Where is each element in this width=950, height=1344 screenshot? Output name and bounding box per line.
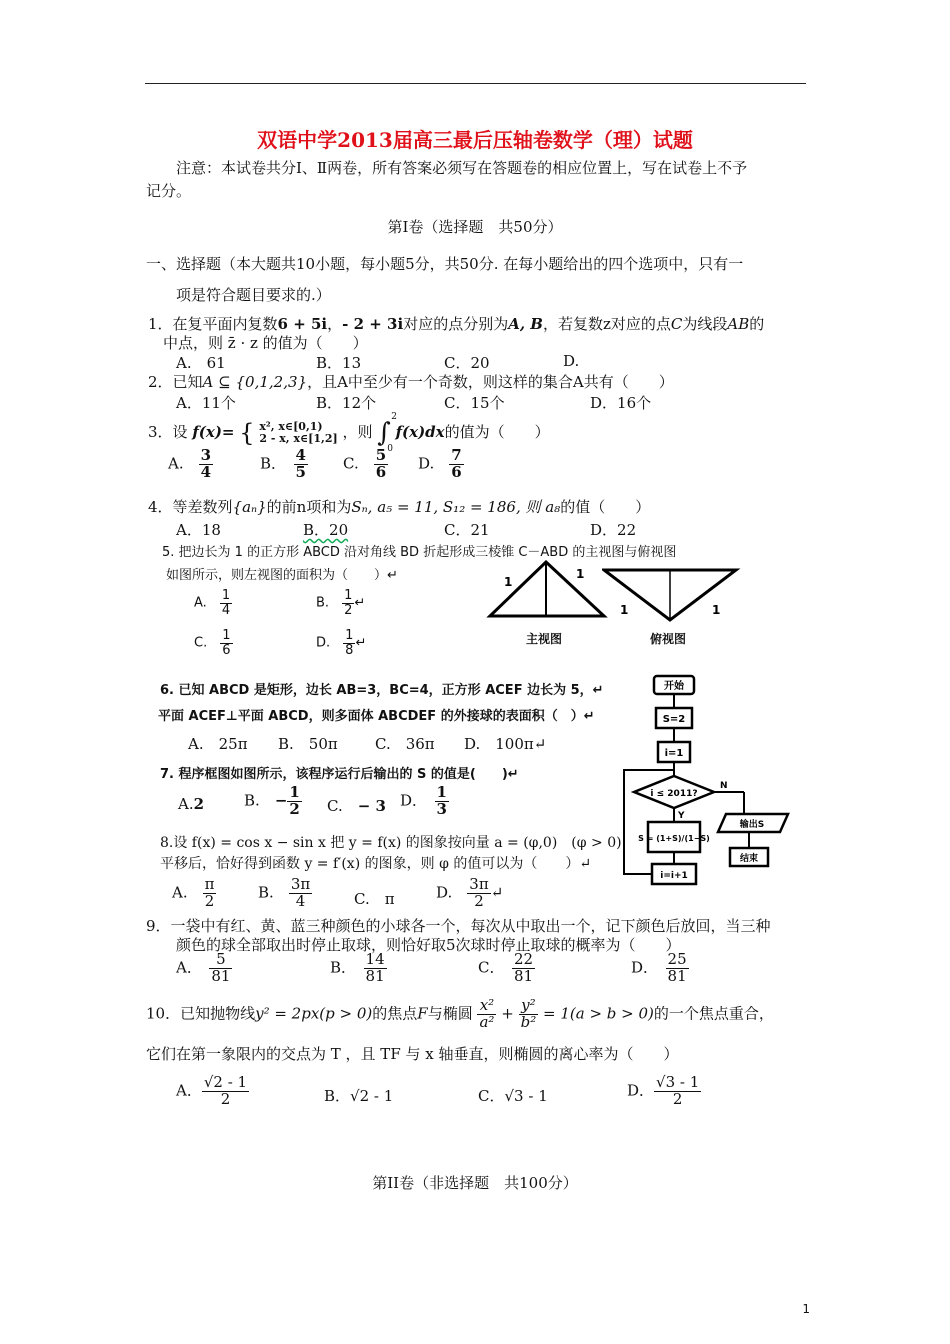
q1-option-b: B．13	[316, 354, 362, 372]
page-number: 1	[802, 1302, 810, 1316]
flow-yes: Y	[678, 811, 685, 821]
flow-start: 开始	[664, 681, 684, 692]
q3-option-b: B． $\frac{4}{5}$	[260, 446, 306, 481]
page-title: 双语中学2013届高三最后压轴卷数学（理）试题	[257, 128, 693, 152]
flow-output: 输出S	[739, 820, 765, 830]
q5-line-1: 5. 把边长为 1 的正方形 ABCD 沿对角线 BD 折起形成三棱锥 C－ABD 的主视图与俯视图	[162, 545, 677, 560]
q7-option-a: A.2	[178, 795, 205, 813]
q3-option-d: D. $\frac{7}{6}$	[418, 446, 462, 481]
q8-option-d: D. $\frac{3\pi}{2}$ ↵	[436, 875, 504, 910]
q5-option-a: A. $\frac{1}{4}$	[194, 588, 231, 618]
q10-option-b: B．√2 - 1	[324, 1087, 394, 1105]
top-view-edge-right: 1	[712, 603, 721, 617]
q10-option-d: D． $\frac{√3 - 1}{2}$	[627, 1073, 700, 1108]
q6-line-2: 平面 ACEF⊥平面 ABCD，则多面体 ABCDEF 的外接球的表面积（ ）↵	[158, 709, 595, 724]
q2-option-a: A．11个	[176, 394, 236, 412]
q3-option-a: A. $\frac{3}{4}$	[168, 446, 212, 481]
q8-line-2: 平移后，恰好得到函数 y = f′(x) 的图象，则 φ 的值可以为（ ）↵	[160, 856, 592, 872]
top-view-figure	[602, 566, 742, 624]
q6-option-d: D. 100π↵	[464, 735, 547, 753]
flow-no: N	[720, 781, 728, 791]
q9-line-1: 9．一袋中有红、黄、蓝三种颜色的小球各一个，每次从中取出一个，记下颜色后放回，当三种	[146, 917, 771, 935]
q2-option-b: B．12个	[316, 394, 377, 412]
notice-line-2: 记分。	[146, 182, 192, 200]
q10-stem: 10．已知抛物线y² = 2px(p > 0)的焦点F与椭圆 $\frac{\text{x²}}{\text{a²}}$ + $\frac{\text{y²}}{\text{b²}}$ = 1(a > b > 0)的一个焦点重合，	[146, 996, 774, 1031]
header-rule	[145, 83, 806, 84]
q7-option-c: C. − 3	[327, 797, 386, 815]
q6-option-b: B. 50π	[278, 735, 338, 753]
flow-assign-s: S = (1+S)/(1−S)	[638, 834, 710, 843]
top-view-edge-left: 1	[620, 603, 629, 617]
section-1-heading: 第Ⅰ卷（选择题 共50分）	[387, 218, 563, 236]
section-2-heading: 第II卷（非选择题 共100分）	[372, 1174, 578, 1192]
top-view-label: 俯视图	[650, 632, 687, 646]
flow-init-i: i=1	[664, 748, 684, 759]
q7-line: 7. 程序框图如图所示，该程序运行后输出的 S 的值是( )↵	[160, 767, 519, 782]
q6-line-1: 6. 已知 ABCD 是矩形，边长 AB=3，BC=4，正方形 ACEF 边长为 5，↵	[160, 683, 604, 698]
q4-option-d: D．22	[590, 521, 637, 539]
flow-end: 结束	[739, 854, 759, 864]
q9-line-2: 颜色的球全部取出时停止取球，则恰好取5次球时停止取球的概率为（ ）	[176, 936, 681, 954]
q5-line-2: 如图所示，则左视图的面积为（ ）↵	[166, 568, 398, 583]
flow-condition: i ≤ 2011?	[650, 789, 698, 799]
q6-option-c: C. 36π	[375, 735, 435, 753]
q4-option-a: A．18	[176, 521, 221, 539]
q5-option-b: B. $\frac{1}{2}$ ↵	[316, 588, 366, 618]
q2-option-c: C．15个	[444, 394, 505, 412]
q4-option-b: B．20	[303, 521, 349, 539]
q3-stem: 3．设 f(x)= { x², x∈[0,1) 2 - x, x∈[1,2] ，则 ∫ 2 0 f(x)dx的值为（ ）	[148, 412, 550, 454]
q10-option-c: C．√3 - 1	[478, 1087, 548, 1105]
q9-option-b: B． $\frac{14}{81}$	[330, 950, 385, 985]
q9-option-d: D． $\frac{25}{81}$	[631, 950, 687, 985]
q4-option-c: C．21	[444, 521, 490, 539]
q5-option-d: D. $\frac{1}{8}$ ↵	[316, 628, 367, 658]
part1-line-2: 项是符合题目要求的.）	[176, 286, 331, 304]
front-view-edge-right: 1	[576, 567, 585, 581]
q7-option-d: D． $\frac{1}{3}$	[400, 783, 447, 818]
q1-line-2: 中点，则 z̄ · z 的值为（ ）	[163, 334, 368, 352]
front-view-edge-left: 1	[504, 575, 513, 589]
q2-option-d: D．16个	[590, 394, 652, 412]
q8-option-c: C. π	[354, 890, 395, 908]
q9-option-a: A． $\frac{5}{81}$	[176, 950, 231, 985]
flow-increment: i=i+1	[660, 871, 688, 881]
part1-line-1: 一、选择题（本大题共10小题，每小题5分，共50分. 在每小题给出的四个选项中，只有一	[146, 255, 744, 273]
q8-option-b: B. $\frac{3\pi}{4}$	[258, 875, 311, 910]
q5-option-c: C. $\frac{1}{6}$	[194, 628, 231, 658]
front-view-label: 主视图	[526, 632, 563, 646]
q8-line-1: 8.设 f(x) = cos x − sin x 把 y = f(x) 的图象按向量 a = (φ,0) (φ > 0)	[160, 835, 622, 851]
q10-option-a: A． $\frac{√2 - 1}{2}$	[176, 1073, 248, 1108]
q8-option-a: A. $\frac{\pi}{2}$	[172, 875, 215, 910]
notice-line-1: 注意：本试卷共分Ⅰ、Ⅱ两卷，所有答案必须写在答题卷的相应位置上，写在试卷上不予	[176, 159, 748, 177]
q2-stem: 2．已知A ⊆ {0,1,2,3}，且A中至少有一个奇数，则这样的集合A共有（ ）	[148, 373, 674, 391]
q1-option-a: A. 61	[176, 354, 226, 372]
q10-line-2: 它们在第一象限内的交点为 T ，且 TF 与 x 轴垂直，则椭圆的离心率为（ ）	[146, 1045, 679, 1063]
flowchart	[618, 672, 798, 898]
front-view-figure	[486, 560, 612, 622]
q6-option-a: A. 25π	[188, 735, 248, 753]
q9-option-c: C． $\frac{22}{81}$	[478, 950, 534, 985]
q1-option-d: D.	[563, 352, 580, 370]
q7-option-b: B. − $\frac{1}{2}$	[244, 783, 300, 818]
q1-stem: 1．在复平面内复数6 + 5i，- 2 + 3i对应的点分别为A, B，若复数z对应的点C为线段AB的	[148, 315, 765, 333]
flow-init-s: S=2	[662, 714, 686, 725]
q4-stem: 4．等差数列{aₙ}的前n项和为Sₙ, a₅ = 11, S₁₂ = 186, 则 a₈的值（ ）	[148, 498, 651, 516]
q1-option-c: C．20	[444, 354, 490, 372]
q3-option-c: C. $\frac{5}{6}$	[343, 446, 387, 481]
